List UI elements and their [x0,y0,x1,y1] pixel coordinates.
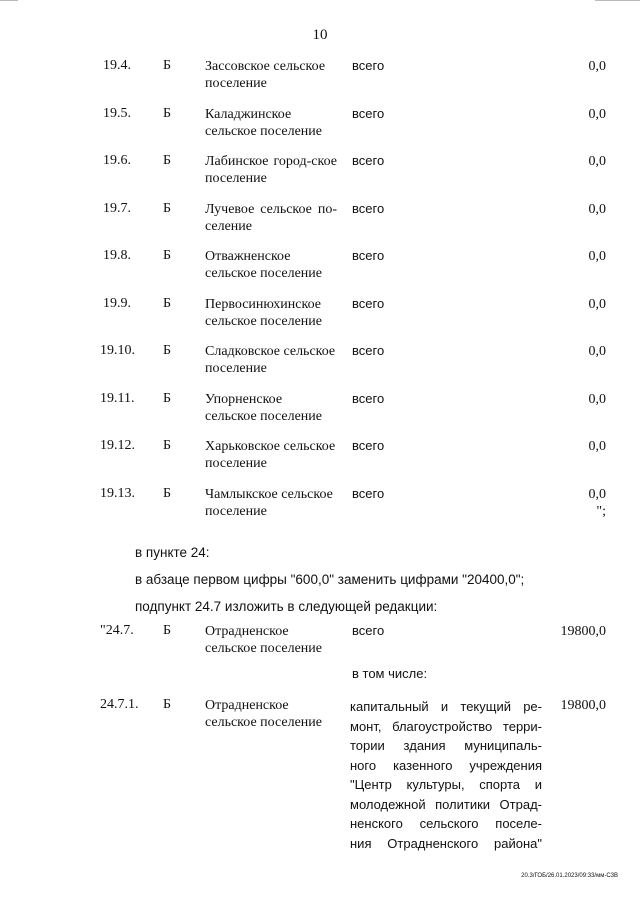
row-name: Чамлыкское сельское поселение [205,486,333,519]
row-category: Б [163,295,172,311]
row-type: всего [352,295,385,311]
row-type: всего [352,343,385,358]
row-name: Лабинское город-ское поселение [205,154,337,186]
row-number: 24.7.1. [100,697,139,712]
row-type: всего [352,58,385,73]
row-number: 19.9. [103,295,131,311]
row-category: Б [163,343,172,358]
row-value: 0,0 [588,344,606,359]
row-value: 0,0 [588,296,606,312]
row-category: Б [163,697,172,712]
row-name: Харьковское сельское поселение [205,439,336,471]
row-type: всего [352,390,385,406]
closing-quote: "; [596,503,606,519]
row-category: Б [163,105,172,121]
row-number: 19.4. [103,58,131,73]
row-name: Каладжинское сельское поселение [205,106,322,139]
row-type: всего [352,248,385,263]
paragraph: в пункте 24: [135,545,210,560]
row-value: 0,0 "; [588,486,606,519]
top-edge-mark [0,0,18,1]
paragraph: в абзаце первом цифры "600,0" заменить цифрами "20400,0"; [135,572,525,587]
row-name: Отрадненское сельское поселение [205,624,322,656]
row-name: Упорненское сельское поселение [205,391,322,424]
row-number: 19.7. [103,200,131,216]
row-type: всего [352,153,385,168]
row-type: всего [352,438,385,453]
row-number: "24.7. [100,623,134,638]
row-description: капитальный и текущий ре- монт, благоустройство терри- тории здания муниципаль- ного казенного учреждения "Центр культуры, спорта и молодежной политики Отрад- ненского сельского поселе- ния Отрадненского района" [350,699,542,851]
row-name: Отрадненское сельское поселение [205,698,322,730]
row-value: 0,0 [588,154,606,169]
row-category: Б [163,485,172,501]
row-value: 0,0 [588,59,606,74]
row-type: всего [352,623,385,638]
row-value: 19800,0 [560,698,606,713]
row-category: Б [163,623,172,638]
row-value: 0,0 [588,106,606,122]
row-value: 19800,0 [560,624,606,639]
row-name: Отважненское сельское поселение [205,249,322,281]
row-category: Б [163,438,172,453]
including-label: в том числе: [352,666,428,681]
row-number: 19.10. [100,343,135,358]
row-number: 19.12. [100,438,135,453]
row-name: Первосинюхинское сельское поселение [205,296,322,329]
page-number: 10 [312,27,328,43]
row-name: Зассовское сельское поселение [205,59,326,91]
row-category: Б [163,390,172,406]
row-type: всего [352,485,385,501]
row-category: Б [163,248,172,263]
row-name: Лучевое сельское по-селение [205,201,337,234]
row-value: 0,0 [588,249,606,264]
row-number: 19.5. [103,105,131,121]
row-value: 0,0 [588,201,606,217]
row-number: 19.11. [100,390,135,406]
top-edge-mark [595,0,640,1]
document-footer-code: 20.3/ГОБ/26.01.2023/09:33/мм-С3В [521,873,618,879]
row-value: 0,0 [588,391,606,407]
row-category: Б [163,200,172,216]
row-category: Б [163,58,172,73]
row-name: Сладковское сельское поселение [205,344,336,376]
row-category: Б [163,153,172,168]
row-type: всего [352,200,385,216]
row-type: всего [352,105,385,121]
row-number: 19.13. [100,485,135,501]
row-value: 0,0 [588,439,606,454]
row-number: 19.6. [103,153,131,168]
paragraph: подпункт 24.7 изложить в следующей редакции: [135,599,438,614]
row-number: 19.8. [103,248,131,263]
